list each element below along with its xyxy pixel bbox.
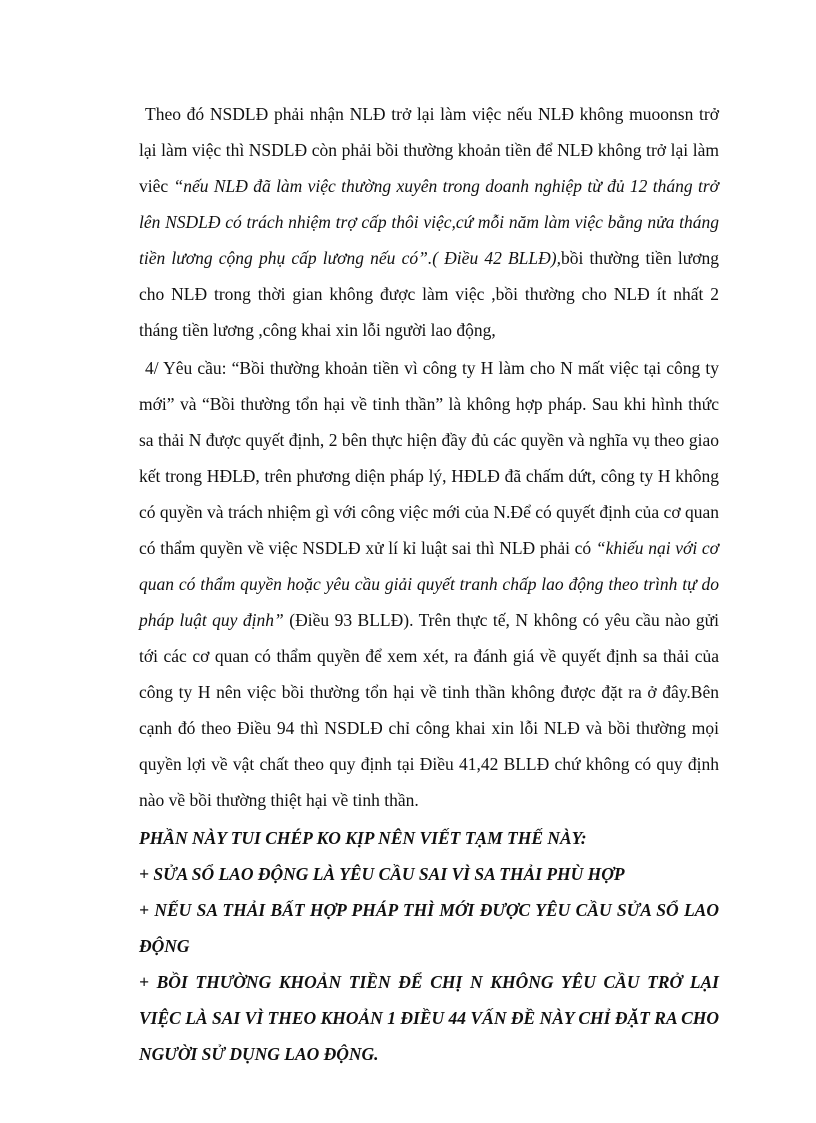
note-heading: PHẦN NÀY TUI CHÉP KO KỊP NÊN VIẾT TẠM THẾ NÀY: (139, 828, 587, 848)
paragraph-2-tail: (Điều 93 BLLĐ). Trên thực tế, N không có yêu cầu nào gửi tới các cơ quan có thẩm quyền để xem xét, ra đánh giá về quyết định sa thải của công ty H nên việc bồi thường tổn hại về tinh thần không được đặt ra ở đây.Bên cạnh đó theo Điều 94 thì NSDLĐ chỉ công khai xin lỗi NLĐ và bồi thường mọi quyền lợi về vật chất theo quy định tại Điều 41,42 BLLĐ chứ không có quy định nào về bồi thường thiệt hại về tinh thần. (139, 610, 720, 810)
note-item: + SỬA SỔ LAO ĐỘNG LÀ YÊU CẦU SAI VÌ SA THẢI PHÙ HỢP (139, 864, 625, 884)
paragraph-1-lead: Theo đó NSDLĐ phải nhận NLĐ trở lại làm việc nếu NLĐ không muoonsn trở lại làm việc thì NSDLĐ còn phải bồi thường khoản tiền để NLĐ không trở lại làm viêc (139, 104, 719, 196)
paragraph-1-tail: bồi thường tiền lương cho NLĐ trong thời gian không được làm việc ,bồi thường cho NLĐ ít nhất 2 tháng tiền lương ,công khai xin lỗi người lao động, (139, 248, 719, 340)
paragraph-1-quote: “nếu NLĐ đã làm việc thường xuyên trong doanh nghiệp từ đủ 12 tháng trở lên NSDLĐ có trách nhiệm trợ cấp thôi việc,cứ mỗi năm làm việc bằng nửa tháng tiền lương cộng phụ cấp lương nếu có”.( Điều 42 BLLĐ), (139, 176, 719, 268)
paragraph-2 (139, 350, 719, 818)
paragraph-2-lead: 4/ Yêu cầu: “Bồi thường khoản tiền vì công ty H làm cho N mất việc tại công ty mới” và “Bồi thường tổn hại về tinh thần” là không hợp pháp. Sau khi hình thức sa thải N được quyết định, 2 bên thực hiện đầy đủ các quyền và nghĩa vụ theo giao kết trong HĐLĐ, trên phương diện pháp lý, HĐLĐ đã chấm dứt, công ty H không có quyền và trách nhiệm gì với công việc mới của N.Để có quyết định của cơ quan có thẩm quyền về việc NSDLĐ xử lí kỉ luật sai thì NLĐ phải có (139, 358, 719, 558)
document-page (139, 96, 719, 1072)
note-item: + NẾU SA THẢI BẤT HỢP PHÁP THÌ MỚI ĐƯỢC YÊU CẦU SỬA SỔ LAO ĐỘNG (139, 900, 719, 956)
note-item: + BỒI THƯỜNG KHOẢN TIỀN ĐỂ CHỊ N KHÔNG YÊU CẦU TRỞ LẠI VIỆC LÀ SAI VÌ THEO KHOẢN 1 ĐIỀU 44 VẤN ĐỀ NÀY CHỈ ĐẶT RA CHO NGƯỜI SỬ DỤNG LAO ĐỘNG. (139, 972, 719, 1064)
paragraph-1 (139, 96, 719, 348)
paragraph-2-quote: “khiếu nại với cơ quan có thẩm quyền hoặc yêu cầu giải quyết tranh chấp lao động theo trình tự do pháp luật quy định” (139, 538, 719, 630)
notes-block (139, 820, 719, 1072)
